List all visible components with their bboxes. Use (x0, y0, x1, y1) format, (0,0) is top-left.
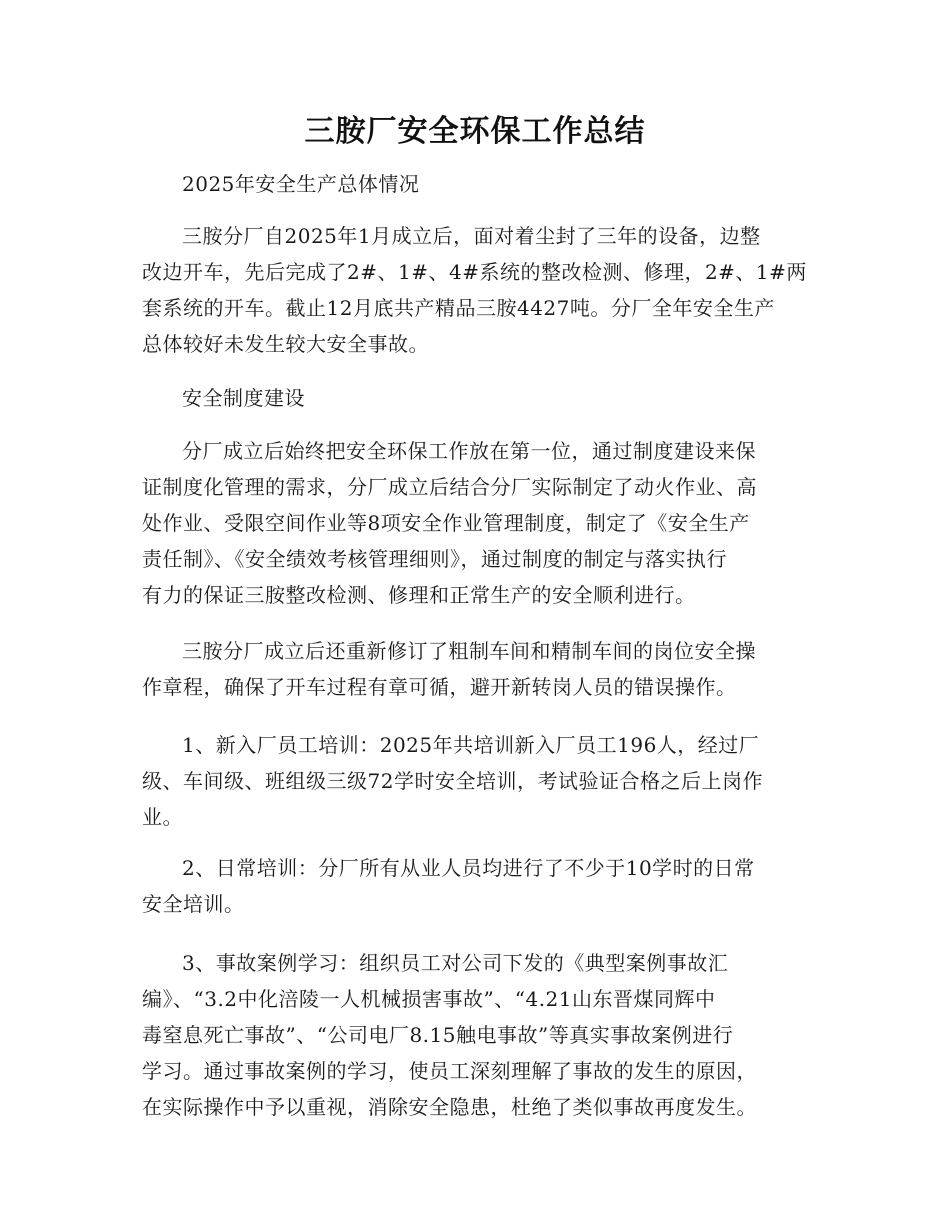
paragraph-accident-case-study (142, 945, 814, 1125)
paragraph-line: 证制度化管理的需求，分厂成立后结合分厂实际制定了动火作业、高 (142, 475, 757, 499)
paragraph-line: 处作业、受限空间作业等8项安全作业管理制度，制定了《安全生产 (142, 511, 750, 535)
paragraph-line: 责任制》、《安全绩效考核管理细则》，通过制度的制定与落实执行 (142, 547, 727, 571)
paragraph-line: 作章程，确保了开车过程有章可循，避开新转岗人员的错误操作。 (142, 675, 737, 699)
paragraph-daily-training (142, 850, 814, 922)
paragraph-line: 3、事故案例学习：组织员工对公司下发的《典型案例事故汇 (182, 951, 729, 975)
document-title: 三胺厂安全环保工作总结 (304, 114, 646, 149)
paragraph-line: 2、日常培训：分厂所有从业人员均进行了不少于10学时的日常 (182, 856, 755, 880)
paragraph-line: 业。 (142, 805, 183, 829)
paragraph-new-employee-training (142, 727, 814, 835)
paragraph-line: 编》、“3.2中化涪陵一人机械损害事故”、“4.21山东晋煤同辉中 (142, 987, 716, 1011)
paragraph-system-building (142, 433, 814, 613)
paragraph-line: 改边开车，先后完成了2#、1#、4#系统的整改检测、修理，2#、1#两 (142, 260, 807, 284)
section-heading-safety-overview: 2025年安全生产总体情况 (182, 172, 420, 196)
paragraph-line: 1、新入厂员工培训：2025年共培训新入厂员工196人，经过厂 (182, 733, 760, 757)
paragraph-line: 安全培训。 (142, 892, 245, 916)
paragraph-line: 三胺分厂自2025年1月成立后，面对着尘封了三年的设备，边整 (182, 224, 761, 248)
paragraph-line: 学习。通过事故案例的学习，使员工深刻理解了事故的发生的原因， (142, 1059, 757, 1083)
section-heading-safety-system: 安全制度建设 (182, 386, 305, 410)
paragraph-line: 毒窒息死亡事故”、“公司电厂8.15触电事故”等真实事故案例进行 (142, 1023, 734, 1047)
paragraph-line: 在实际操作中予以重视，消除安全隐患，杜绝了类似事故再度发生。 (142, 1095, 757, 1119)
paragraph-line: 套系统的开车。截止12月底共产精品三胺4427吨。分厂全年安全生产 (142, 296, 775, 320)
paragraph-operating-procedures (142, 633, 814, 705)
paragraph-overview (142, 218, 814, 362)
paragraph-line: 总体较好未发生较大安全事故。 (142, 332, 429, 356)
paragraph-line: 级、车间级、班组级三级72学时安全培训，考试验证合格之后上岗作 (142, 769, 763, 793)
paragraph-line: 有力的保证三胺整改检测、修理和正常生产的安全顺利进行。 (142, 583, 696, 607)
paragraph-line: 分厂成立后始终把安全环保工作放在第一位，通过制度建设来保 (182, 439, 756, 463)
paragraph-line: 三胺分厂成立后还重新修订了粗制车间和精制车间的岗位安全操 (182, 639, 756, 663)
